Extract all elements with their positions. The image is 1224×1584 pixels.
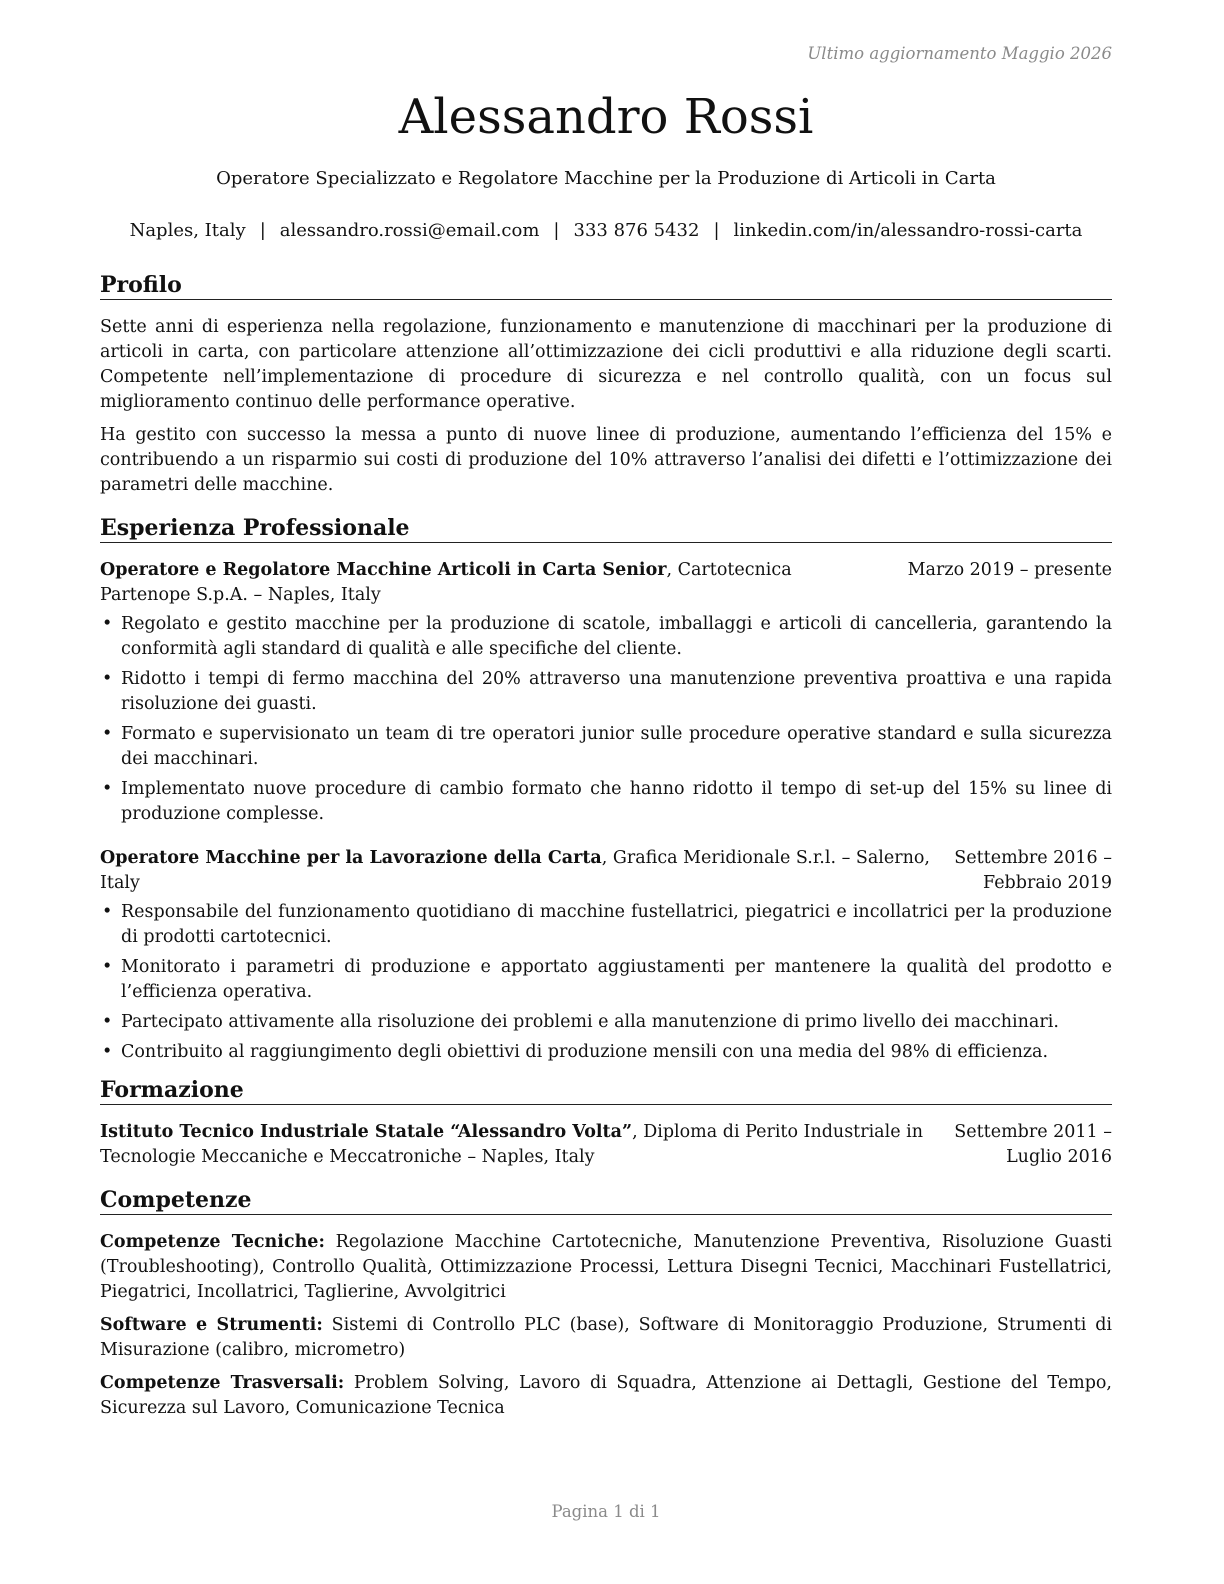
- skill-group: [100, 1230, 1112, 1305]
- section-heading-profile: Profilo: [100, 271, 1112, 300]
- profile-paragraph: Sette anni di esperienza nella regolazione, funzionamento e manutenzione di macchinari per la produzione di articoli in carta, con particolare attenzione all’ottimizzazione dei cicli produttivi e alla riduzione degli scarti. Competente nell’implementazione di procedure di sicurezza e nel controllo qualità, con un focus sul miglioramento continuo delle performance operative.: [100, 317, 1112, 412]
- contact-linkedin[interactable]: linkedin.com/in/alessandro-rossi-carta: [733, 220, 1083, 241]
- section-heading-skills: Competenze: [100, 1186, 1112, 1215]
- skill-group-label: Competenze Tecniche:: [100, 1232, 325, 1252]
- contact-line: [100, 219, 1112, 243]
- job-bullets: [100, 612, 1112, 827]
- list-item: • Formato e supervisionato un team di tre operatori junior sulle procedure operative standard e sulla sicurezza dei macchinari.: [100, 722, 1112, 772]
- section-heading-education: Formazione: [100, 1076, 1112, 1105]
- contact-location: Naples, Italy: [129, 220, 246, 241]
- education-entry: [100, 1120, 1112, 1170]
- skill-group-label: Software e Strumenti:: [100, 1315, 323, 1335]
- list-item: • Responsabile del funzionamento quotidiano di macchine fustellatrici, piegatrici e incollatrici per la produzione di prodotti cartotecnici.: [100, 900, 1112, 950]
- section-heading-experience: Esperienza Professionale: [100, 514, 1112, 543]
- contact-separator: |: [259, 220, 266, 241]
- education-detail: , Diploma di Perito Industriale in Tecnologie Meccaniche e Meccatroniche – Naples, Italy: [100, 1122, 923, 1167]
- skill-group: [100, 1313, 1112, 1363]
- job-dates: Settembre 2016 – Febbraio 2019: [954, 848, 1112, 893]
- list-item: • Partecipato attivamente alla risoluzione dei problemi e alla manutenzione di primo livello dei macchinari.: [100, 1010, 1112, 1035]
- contact-separator: |: [713, 220, 720, 241]
- candidate-name: Alessandro Rossi: [398, 89, 814, 145]
- last-updated-note: Ultimo aggiornamento Maggio 2026: [807, 44, 1112, 63]
- list-item: • Ridotto i tempi di fermo macchina del 20% attraverso una manutenzione preventiva proattiva e una rapida risoluzione dei guasti.: [100, 667, 1112, 717]
- contact-email[interactable]: alessandro.rossi@email.com: [279, 220, 540, 241]
- job-company: , Grafica Meridionale S.r.l. – Salerno, Italy: [100, 848, 930, 893]
- skill-group: [100, 1371, 1112, 1421]
- contact-separator: |: [553, 220, 560, 241]
- job-role: Operatore Macchine per la Lavorazione della Carta: [100, 848, 602, 868]
- list-item: • Monitorato i parametri di produzione e apportato aggiustamenti per mantenere la qualità del prodotto e l’efficienza operativa.: [100, 955, 1112, 1005]
- education-dates: Settembre 2011 – Luglio 2016: [954, 1122, 1112, 1167]
- job-header: [100, 558, 1112, 608]
- skill-group-text: Sistemi di Controllo PLC (base), Software di Monitoraggio Produzione, Strumenti di Misurazione (calibro, micrometro): [100, 1315, 1113, 1360]
- education-school: Istituto Tecnico Industriale Statale “Alessandro Volta”: [100, 1122, 633, 1142]
- skill-group-text: Regolazione Macchine Cartotecniche, Manutenzione Preventiva, Risoluzione Guasti (Troubleshooting), Controllo Qualità, Ottimizzazione Processi, Lettura Disegni Tecnici, Macchinari Fustellatrici, Piegatrici, Incollatrici, Taglierine, Avvolgitrici: [100, 1232, 1112, 1302]
- candidate-title: Operatore Specializzato e Regolatore Macchine per la Produzione di Articoli in Carta: [216, 168, 996, 189]
- page-number-footer: Pagina 1 di 1: [551, 1502, 661, 1521]
- job-header: [100, 846, 1112, 896]
- list-item: • Contribuito al raggiungimento degli obiettivi di produzione mensili con una media del 98% di efficienza.: [100, 1040, 1112, 1065]
- job-company: , Cartotecnica Partenope S.p.A. – Naples, Italy: [100, 560, 792, 605]
- skill-group-text: Problem Solving, Lavoro di Squadra, Attenzione ai Dettagli, Gestione del Tempo, Sicurezza sul Lavoro, Comunicazione Tecnica: [100, 1373, 1112, 1418]
- contact-phone: 333 876 5432: [573, 220, 700, 241]
- skill-group-label: Competenze Trasversali:: [100, 1373, 345, 1393]
- job-role: Operatore e Regolatore Macchine Articoli in Carta Senior: [100, 560, 667, 580]
- profile-paragraph: Ha gestito con successo la messa a punto di nuove linee di produzione, aumentando l’efficienza del 15% e contribuendo a un risparmio sui costi di produzione del 10% attraverso l’analisi dei difetti e l’ottimizzazione dei parametri delle macchine.: [100, 425, 1112, 495]
- list-item: • Implementato nuove procedure di cambio formato che hanno ridotto il tempo di set-up del 15% su linee di produzione complesse.: [100, 777, 1112, 827]
- resume-body: [100, 271, 1112, 1421]
- job-dates: Marzo 2019 – presente: [907, 560, 1112, 580]
- list-item: • Regolato e gestito macchine per la produzione di scatole, imballaggi e articoli di cancelleria, garantendo la conformità agli standard di qualità e alle specifiche del cliente.: [100, 612, 1112, 662]
- job-bullets: [100, 900, 1112, 1065]
